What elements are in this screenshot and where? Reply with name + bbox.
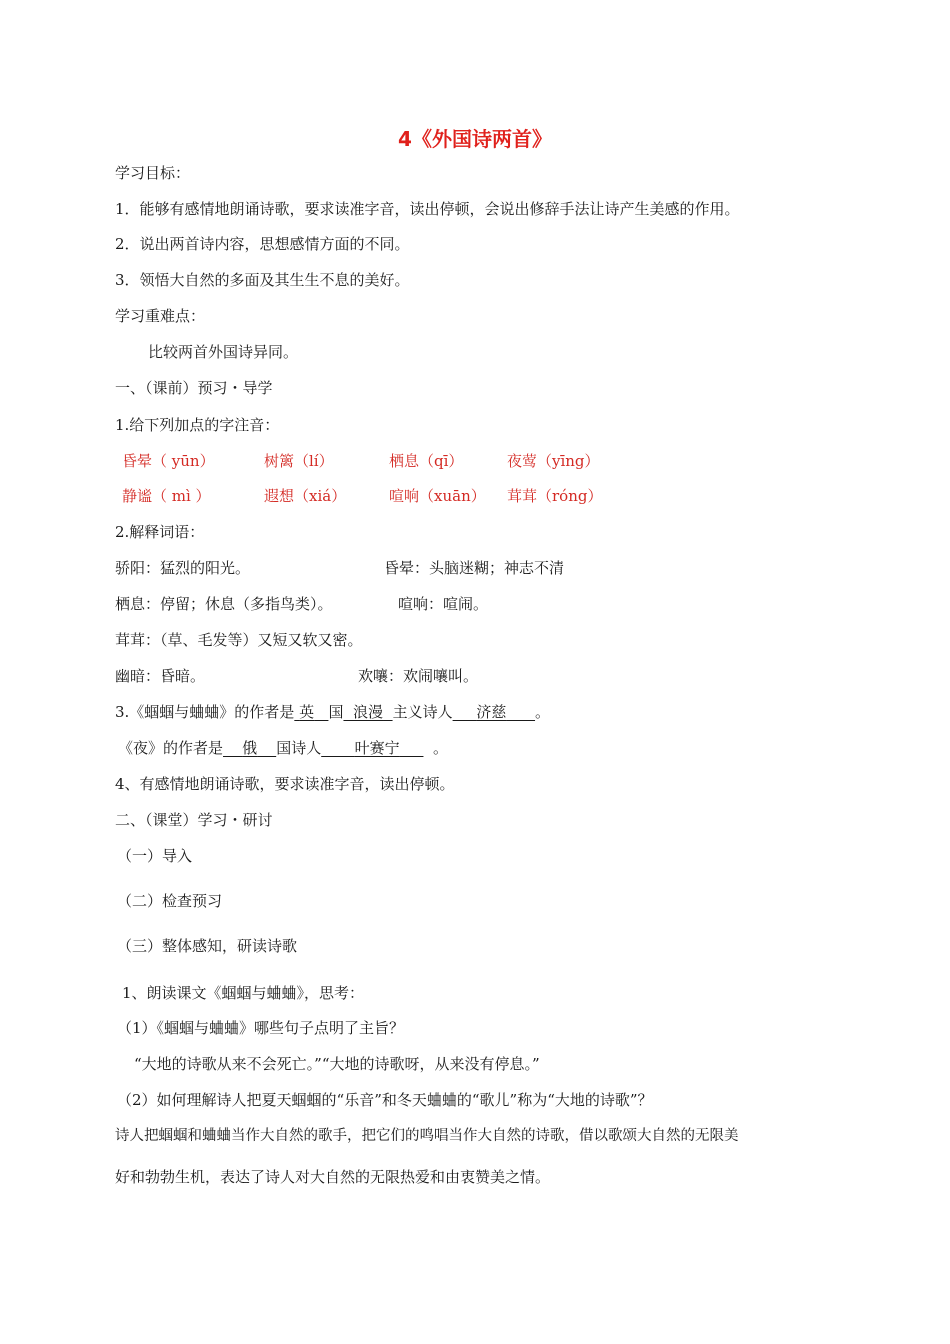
definition: 栖息：停留；休息（多指鸟类）。 [115, 595, 333, 613]
definition: 骄阳：猛烈的阳光。 [115, 559, 251, 577]
task-1: 1、朗读课文《蝈蝈与蛐蛐》，思考： [122, 984, 365, 1002]
question-2: 2.解释词语： [115, 523, 205, 541]
definition: 幽暗：昏暗。 [115, 667, 206, 685]
pinyin-item: 遐想（xiá） [264, 487, 347, 505]
key-points-text: 比较两首外国诗异同。 [148, 343, 299, 361]
question-3b [118, 738, 448, 758]
pinyin-item: 树篱（lí） [264, 452, 334, 470]
pinyin-item: 喧响（xuān） [389, 487, 486, 505]
objective-item: 3．领悟大自然的多面及其生生不息的美好。 [115, 271, 410, 289]
answer-blank: 济慈 [476, 703, 507, 721]
objectives-heading: 学习目标： [115, 164, 191, 182]
page-title: 4《外国诗两首》 [398, 127, 552, 151]
q3b-mid: 国诗人 [276, 739, 322, 757]
question: （2）如何理解诗人把夏天蝈蝈的“乐音”和冬天蛐蛐的“歌儿”称为“大地的诗歌”？ [117, 1091, 653, 1109]
q3b-prefix: 《夜》的作者是 [118, 739, 224, 757]
pinyin-item: 昏晕（ yūn） [122, 452, 215, 470]
q3-mid: 国 [328, 703, 344, 721]
question-1: 1.给下列加点的字注音： [115, 416, 280, 434]
answer: “大地的诗歌从来不会死亡。”“大地的诗歌呀，从来没有停息。” [134, 1055, 540, 1073]
q3b-end: 。 [433, 739, 449, 757]
definition: 喧响：喧闹。 [398, 595, 489, 613]
question: （1）《蝈蝈与蛐蛐》哪些句子点明了主旨？ [117, 1019, 405, 1037]
objective-item: 1．能够有感情地朗诵诗歌，要求读准字音，读出停顿，会说出修辞手法让诗产生美感的作用。 [115, 200, 740, 218]
answer: 好和勃勃生机，表达了诗人对大自然的无限热爱和由衷赞美之情。 [115, 1168, 551, 1186]
pinyin-item: 茸茸（róng） [507, 487, 603, 505]
definition: 欢嚷：欢闹嚷叫。 [358, 667, 479, 685]
answer-blank: 浪漫 [353, 703, 384, 721]
definition: 昏晕：头脑迷糊；神志不清 [384, 559, 565, 577]
subsection-heading: （三）整体感知，研读诗歌 [117, 937, 298, 955]
section2-heading: 二、（课堂）学习・研讨 [115, 811, 273, 829]
question-4: 4、有感情地朗诵诗歌，要求读准字音，读出停顿。 [115, 775, 455, 793]
pinyin-item: 栖息（qī） [389, 452, 464, 470]
answer: 诗人把蝈蝈和蛐蛐当作大自然的歌手，把它们的鸣唱当作大自然的诗歌，借以歌颂大自然的无限美 [115, 1128, 739, 1144]
q3-mid: 主义诗人 [392, 703, 453, 721]
definition: 茸茸：（草、毛发等）又短又软又密。 [115, 631, 363, 649]
subsection-heading: （二）检查预习 [117, 892, 223, 910]
q3-prefix: 3.《蝈蝈与蛐蛐》的作者是 [115, 703, 295, 721]
answer-blank: 俄 [242, 739, 258, 757]
pinyin-item: 夜莺（yīng） [507, 452, 600, 470]
answer-blank: 英 [299, 703, 315, 721]
pinyin-item: 静谧（ mì ） [122, 487, 211, 505]
key-points-heading: 学习重难点： [115, 307, 206, 325]
question-3 [115, 702, 550, 722]
q3-end: 。 [535, 703, 551, 721]
objective-item: 2．说出两首诗内容，思想感情方面的不同。 [115, 235, 410, 253]
answer-blank: 叶赛宁 [354, 739, 400, 757]
section1-heading: 一、（课前）预习・导学 [115, 379, 273, 397]
subsection-heading: （一）导入 [117, 847, 193, 865]
